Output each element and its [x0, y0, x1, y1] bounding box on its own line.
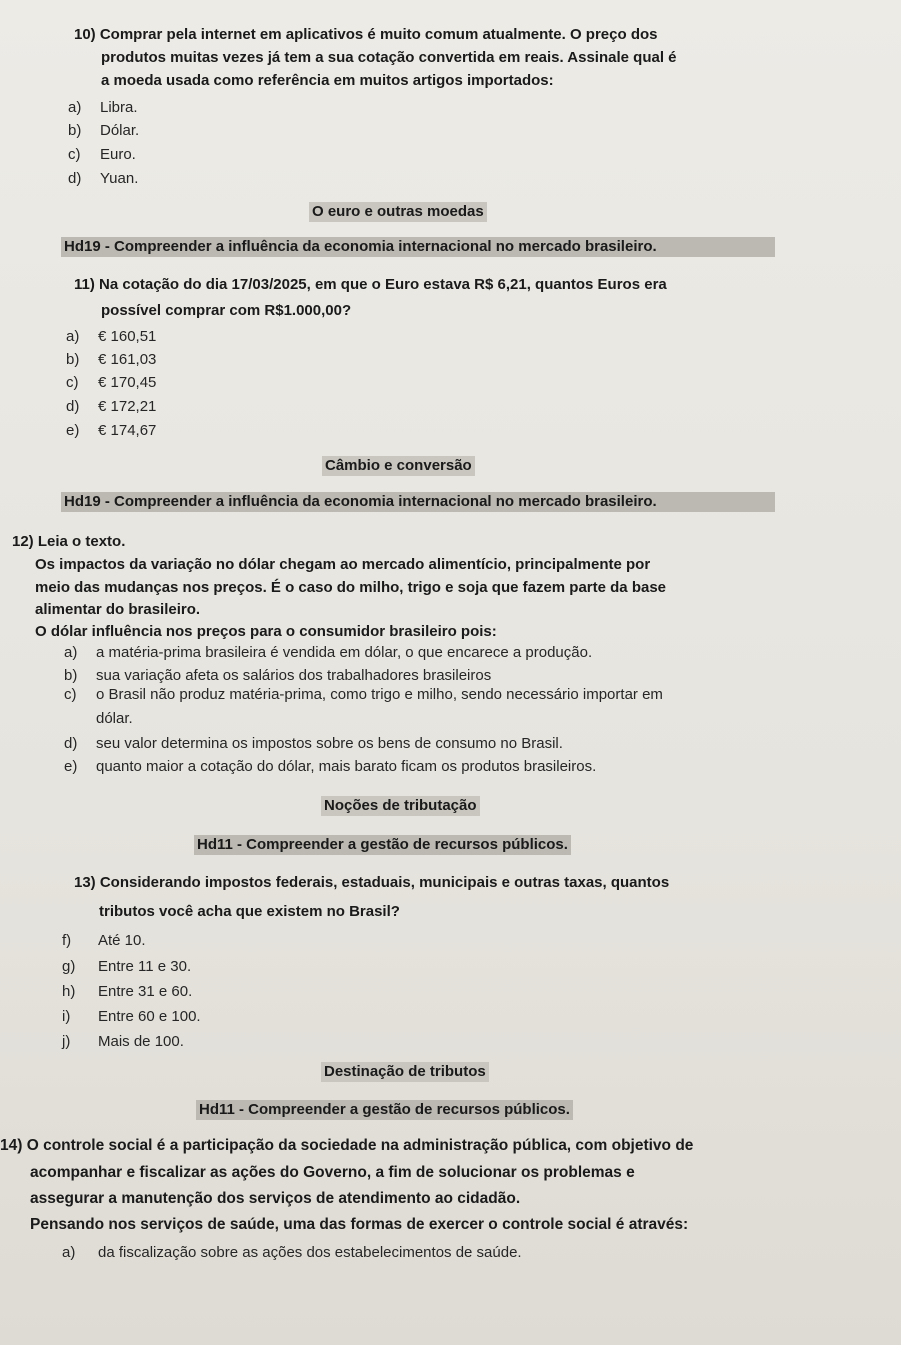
option-text: Entre 60 e 100.: [98, 1008, 201, 1025]
q11-option-a[interactable]: [66, 326, 156, 348]
q10-option-d[interactable]: [68, 168, 138, 190]
question-12-prompt: O dólar influência nos preços para o consumidor brasileiro pois:: [35, 623, 497, 640]
question-13-line-1: 13) Considerando impostos federais, estaduais, municipais e outras taxas, quantos: [74, 874, 670, 891]
option-text: Entre 11 e 30.: [98, 958, 192, 975]
option-text: € 172,21: [98, 398, 157, 415]
question-10-line-1: 10) Comprar pela internet em aplicativos é muito comum atualmente. O preço dos: [74, 26, 658, 43]
skill-hd19-banner: Hd19 - Compreender a influência da economia internacional no mercado brasileiro.: [61, 492, 775, 512]
option-letter: d): [66, 398, 80, 415]
option-letter: b): [66, 351, 80, 368]
q13-option-j[interactable]: [62, 1031, 184, 1053]
question-14-line-2: acompanhar e fiscalizar as ações do Governo, a fim de solucionar os problemas e: [30, 1164, 635, 1181]
q12-option-c[interactable]: [64, 684, 663, 706]
option-letter: e): [66, 422, 80, 439]
option-text: a matéria-prima brasileira é vendida em dólar, o que encarece a produção.: [96, 644, 593, 661]
q10-option-a[interactable]: [68, 97, 138, 119]
q11-option-b[interactable]: [66, 349, 156, 371]
question-12-text-line-2: meio das mudanças nos preços. É o caso do milho, trigo e soja que fazem parte da base: [35, 579, 667, 596]
option-letter: f): [62, 932, 72, 949]
option-text: € 170,45: [98, 374, 157, 391]
q12-option-d[interactable]: [64, 733, 563, 755]
option-letter: b): [64, 667, 78, 684]
option-letter: d): [64, 735, 78, 752]
question-11-line-2: possível comprar com R$1.000,00?: [101, 302, 352, 319]
option-text: Até 10.: [98, 932, 146, 949]
option-letter: a): [68, 99, 82, 116]
question-14-line-4: Pensando nos serviços de saúde, uma das formas de exercer o controle social é através:: [30, 1216, 689, 1233]
q12-option-c-continued: [64, 708, 133, 730]
question-12-heading: 12) Leia o texto.: [12, 533, 126, 550]
question-13-line-2: tributos você acha que existem no Brasil?: [99, 903, 400, 920]
option-text: € 174,67: [98, 422, 157, 439]
option-letter: c): [66, 374, 79, 391]
q12-option-e[interactable]: [64, 756, 596, 778]
option-letter: a): [64, 644, 78, 661]
option-text: Entre 31 e 60.: [98, 983, 193, 1000]
skill-hd11-banner: Hd11 - Compreender a gestão de recursos públicos.: [196, 1100, 573, 1120]
q13-option-i[interactable]: [62, 1006, 201, 1028]
option-text: quanto maior a cotação do dólar, mais barato ficam os produtos brasileiros.: [96, 758, 597, 775]
option-text: da fiscalização sobre as ações dos estabelecimentos de saúde.: [98, 1244, 522, 1261]
section-title-euro: O euro e outras moedas: [309, 202, 487, 222]
option-letter: b): [68, 122, 82, 139]
question-11-line-1: 11) Na cotação do dia 17/03/2025, em que o Euro estava R$ 6,21, quantos Euros era: [74, 276, 667, 293]
q10-option-c[interactable]: [68, 144, 136, 166]
question-10-line-2: produtos muitas vezes já tem a sua cotação convertida em reais. Assinale qual é: [101, 49, 677, 66]
option-text: seu valor determina os impostos sobre os bens de consumo no Brasil.: [96, 735, 563, 752]
option-text: € 160,51: [98, 328, 157, 345]
q13-option-f[interactable]: [62, 930, 146, 952]
q13-option-h[interactable]: [62, 981, 192, 1003]
option-text: € 161,03: [98, 351, 157, 368]
option-letter: d): [68, 170, 82, 187]
q11-option-d[interactable]: [66, 396, 156, 418]
question-10-line-3: a moeda usada como referência em muitos artigos importados:: [101, 72, 554, 89]
option-letter: a): [66, 328, 80, 345]
question-14-line-1: 14) O controle social é a participação da sociedade na administração pública, com objetivo de: [0, 1137, 694, 1154]
option-text: Libra.: [100, 99, 138, 116]
question-14-line-3: assegurar a manutenção dos serviços de atendimento ao cidadão.: [30, 1190, 521, 1207]
option-text: sua variação afeta os salários dos trabalhadores brasileiros: [96, 667, 492, 684]
option-text: Mais de 100.: [98, 1033, 184, 1050]
option-letter: c): [64, 686, 77, 703]
q13-option-g[interactable]: [62, 956, 191, 978]
option-letter: a): [62, 1244, 76, 1261]
q11-option-c[interactable]: [66, 372, 156, 394]
option-text: Euro.: [100, 146, 136, 163]
q11-option-e[interactable]: [66, 420, 156, 442]
section-title-destinacao: Destinação de tributos: [321, 1062, 489, 1082]
question-12-text-line-1: Os impactos da variação no dólar chegam ao mercado alimentício, principalmente por: [35, 556, 651, 573]
option-text: Dólar.: [100, 122, 140, 139]
option-letter: j): [62, 1033, 71, 1050]
q14-option-a[interactable]: [62, 1242, 522, 1264]
option-text: o Brasil não produz matéria-prima, como trigo e milho, sendo necessário importar em: [96, 686, 663, 703]
question-12-text-line-3: alimentar do brasileiro.: [35, 601, 201, 618]
option-text: dólar.: [96, 710, 133, 727]
option-letter: e): [64, 758, 78, 775]
section-title-tributacao: Noções de tributação: [321, 796, 480, 816]
q10-option-b[interactable]: [68, 120, 139, 142]
skill-hd11-banner: Hd11 - Compreender a gestão de recursos públicos.: [194, 835, 571, 855]
skill-hd19-banner: Hd19 - Compreender a influência da economia internacional no mercado brasileiro.: [61, 237, 775, 257]
option-letter: i): [62, 1008, 71, 1025]
section-title-cambio: Câmbio e conversão: [322, 456, 475, 476]
option-letter: c): [68, 146, 81, 163]
option-text: Yuan.: [100, 170, 139, 187]
option-letter: h): [62, 983, 76, 1000]
option-letter: g): [62, 958, 76, 975]
q12-option-a[interactable]: [64, 642, 592, 664]
